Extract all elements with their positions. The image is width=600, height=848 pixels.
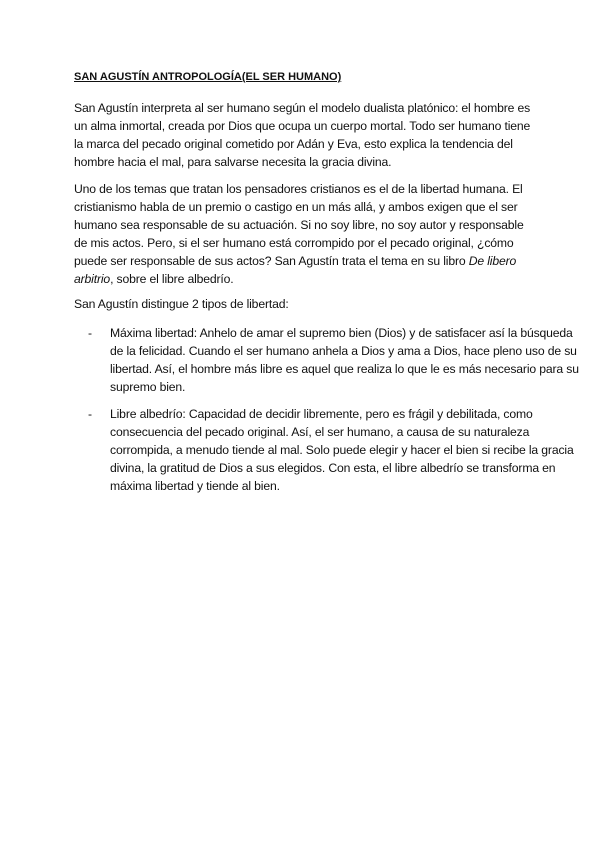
paragraph-types-intro: San Agustín distingue 2 tipos de libertad: bbox=[74, 297, 289, 311]
list-item bbox=[74, 405, 580, 495]
list-bullet: - bbox=[88, 407, 92, 421]
list-item-text: Máxima libertad: Anhelo de amar el supremo bien (Dios) y de satisfacer así la búsqueda de la felicidad. Cuando el ser humano anhela a Dios y ama a Dios, hace pleno uso de su libertad. Así, el hombre más libre es aquel que realiza lo que le es más necesario para su supremo bien. bbox=[110, 326, 579, 394]
paragraph-dualism: San Agustín interpreta al ser humano según el modelo dualista platónico: el hombre es un alma inmortal, creada por Dios que ocupa un cuerpo mortal. Todo ser humano tiene la marca del pecado original cometido por Adán y Eva, esto explica la tendencia del hombre hacia el mal, para salvarse necesita la gracia divina. bbox=[74, 101, 531, 169]
list-item bbox=[74, 324, 580, 396]
paragraph-freedom-end: , sobre el libre albedrío. bbox=[110, 272, 234, 286]
paragraph-freedom-text: Uno de los temas que tratan los pensadores cristianos es el de la libertad humana. El cristianismo habla de un premio o castigo en un más allá, y ambos exigen que el ser humano sea responsable de su actuación. Si no soy libre, no soy autor y responsable de mis actos. Pero, si el ser humano está corrompido por el pecado original, ¿cómo puede ser responsable de sus actos? San Agustín trata el tema en su libro bbox=[74, 182, 524, 268]
paragraph-freedom bbox=[74, 180, 534, 288]
document-title: SAN AGUSTÍN ANTROPOLOGÍA(EL SER HUMANO) bbox=[74, 71, 342, 83]
book-title: De libero arbitrio bbox=[74, 254, 517, 286]
list-bullet: - bbox=[88, 326, 92, 340]
list-item-text: Libre albedrío: Capacidad de decidir libremente, pero es frágil y debilitada, como consecuencia del pecado original. Así, el ser humano, a causa de su naturaleza corrompida, a menudo tiende al mal. Solo puede elegir y hacer el bien si recibe la gracia divina, la gratitud de Dios a sus elegidos. Con esta, el libre albedrío se transforma en máxima libertad y tiende al bien. bbox=[110, 407, 574, 493]
